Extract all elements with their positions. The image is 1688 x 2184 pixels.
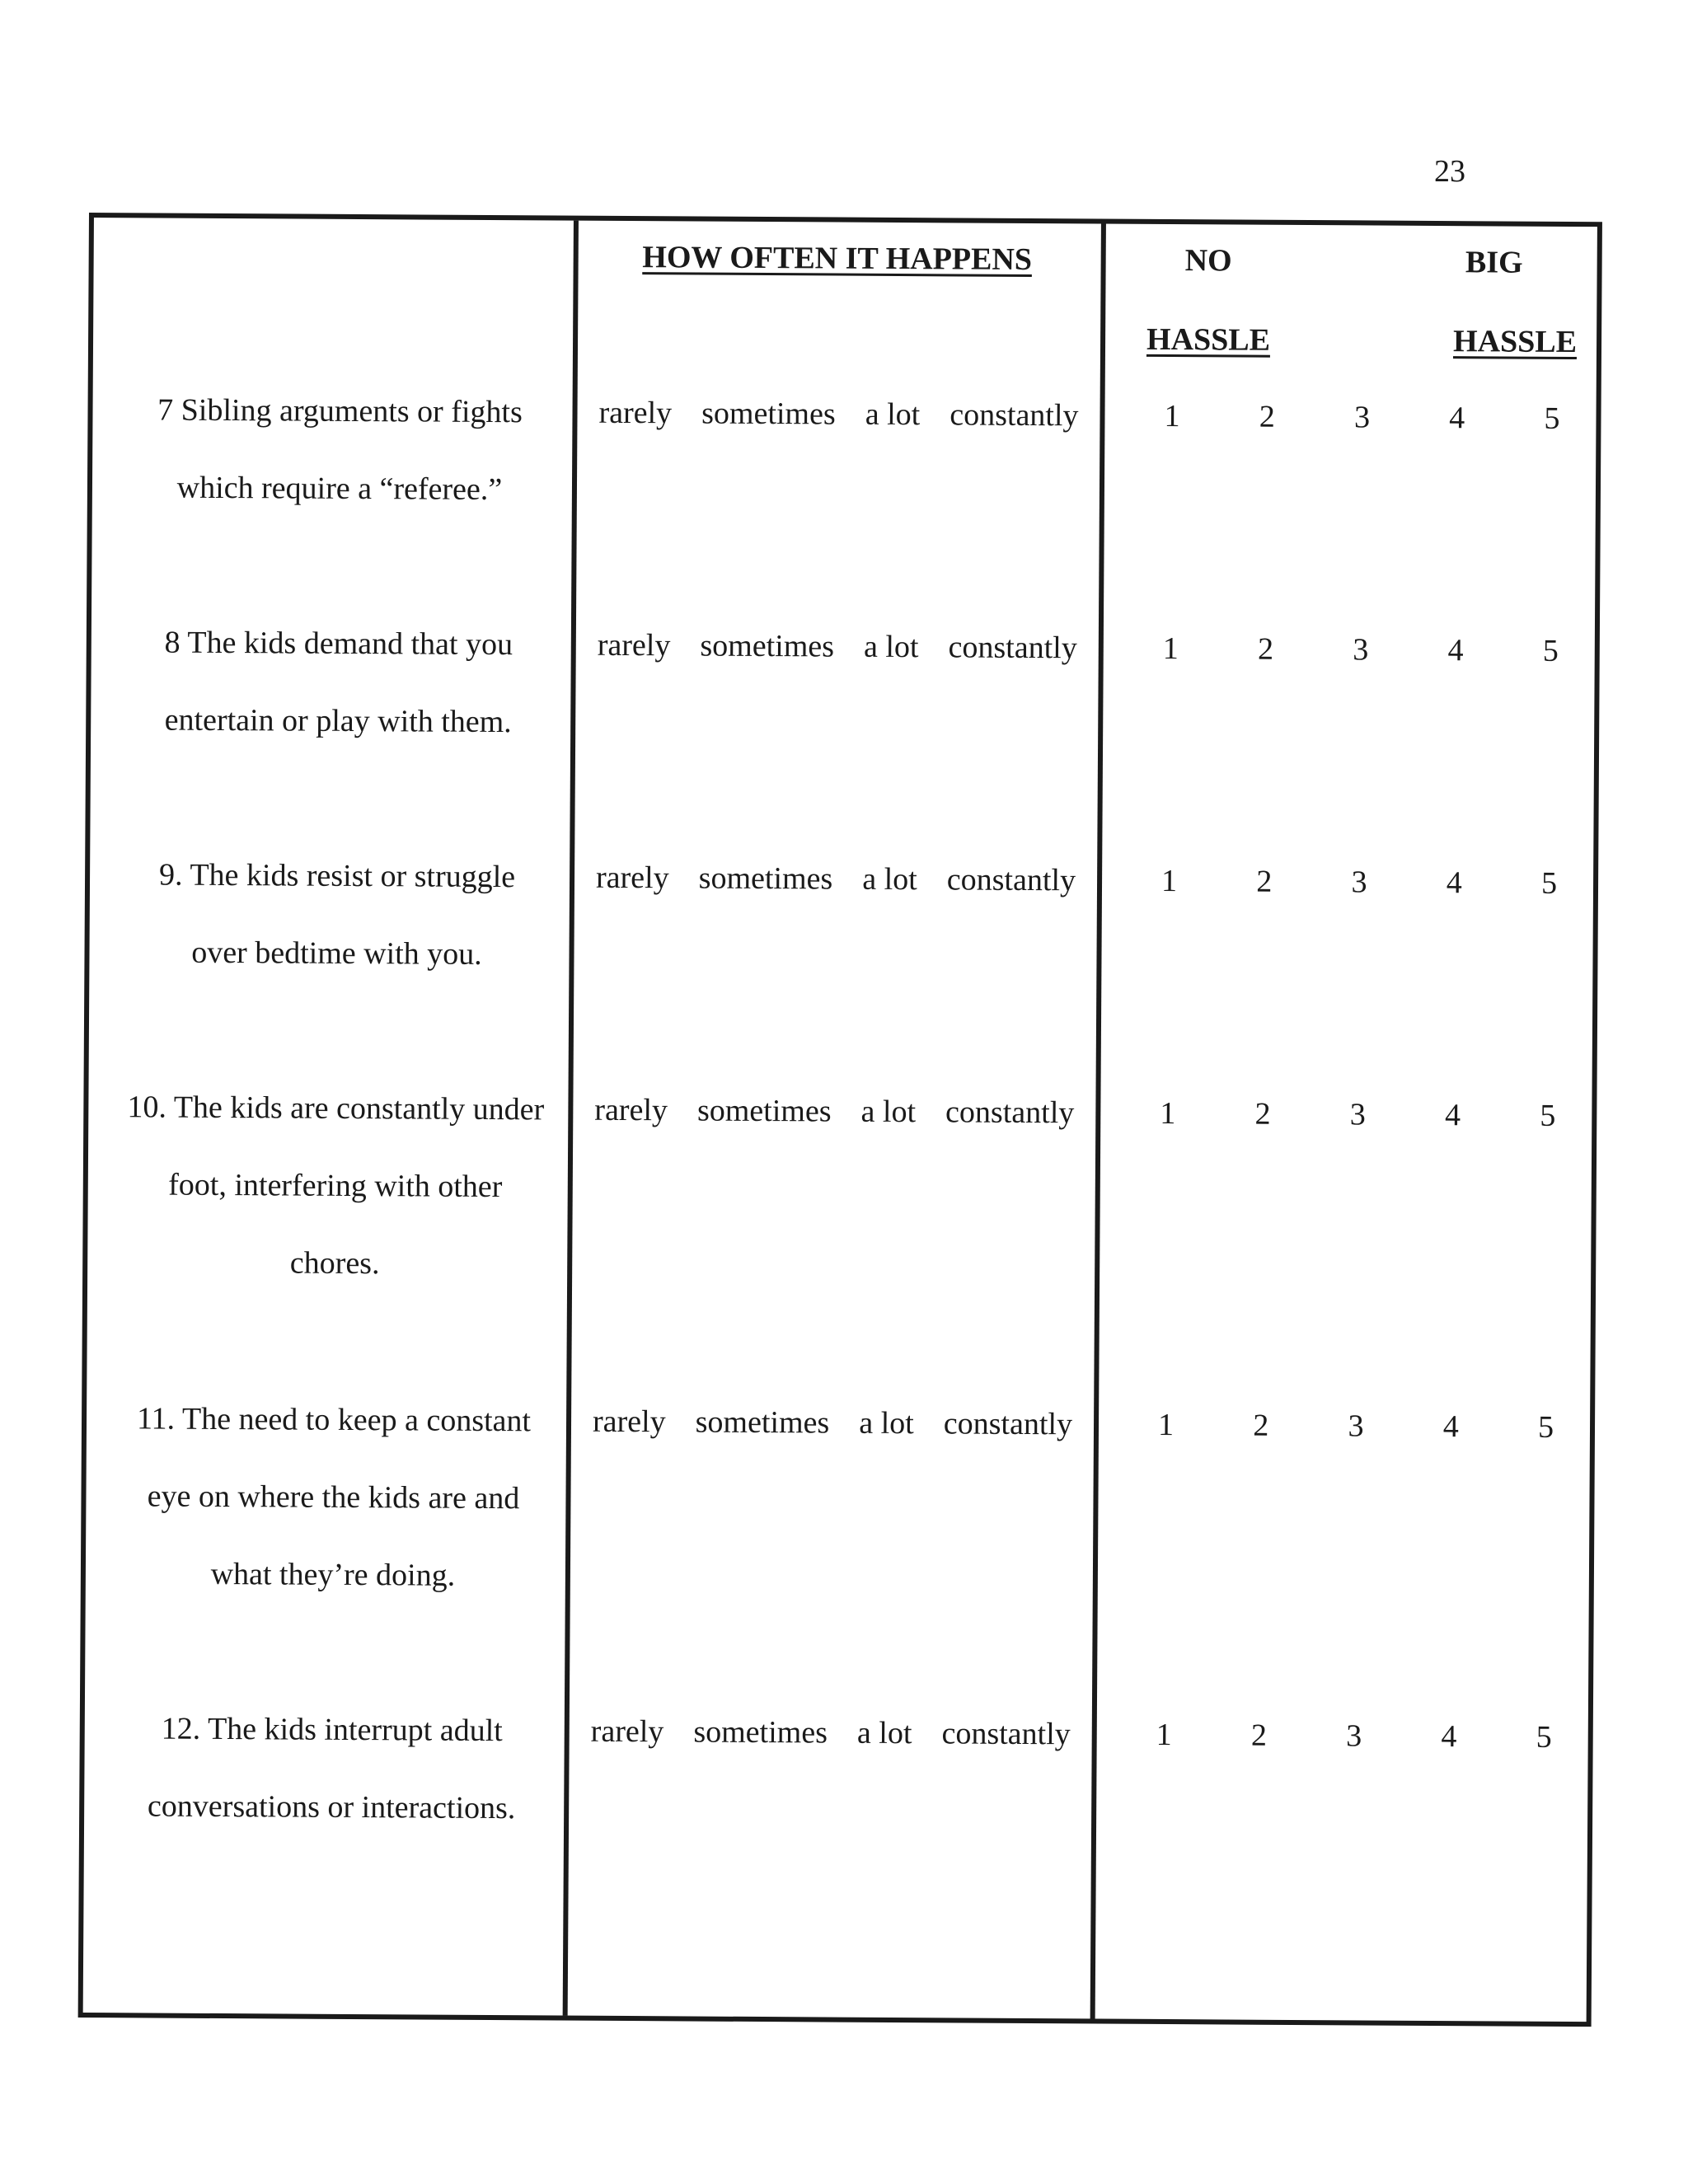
rating-2[interactable]: 2 — [1254, 1096, 1271, 1132]
item-line: foot, interfering with other — [168, 1167, 503, 1205]
item-line: conversations or interactions. — [147, 1788, 516, 1826]
rating-column-header — [1105, 242, 1602, 377]
rating-low-label-top: NO — [1184, 243, 1232, 279]
rating-1[interactable]: 1 — [1160, 1095, 1176, 1132]
frequency-options — [586, 607, 1090, 687]
rating-high-label-top: BIG — [1465, 245, 1523, 280]
item-line: eye on where the kids are and — [147, 1479, 520, 1516]
rating-5[interactable]: 5 — [1536, 1719, 1552, 1755]
hassle-rating-table — [78, 213, 1602, 2027]
rating-2[interactable]: 2 — [1257, 631, 1274, 667]
option-rarely[interactable]: rarely — [595, 860, 669, 896]
option-constantly[interactable]: constantly — [945, 1094, 1075, 1131]
rating-high-label-bottom: HASSLE — [1452, 324, 1578, 360]
option-sometimes[interactable]: sometimes — [695, 1404, 830, 1441]
rating-1[interactable]: 1 — [1156, 1717, 1172, 1753]
rating-1[interactable]: 1 — [1157, 1407, 1175, 1443]
frequency-options — [587, 374, 1090, 455]
frequency-options — [579, 1693, 1082, 1774]
rating-5[interactable]: 5 — [1537, 1409, 1554, 1445]
option-rarely[interactable]: rarely — [598, 395, 673, 431]
option-rarely[interactable]: rarely — [597, 627, 671, 663]
option-constantly[interactable]: constantly — [948, 630, 1077, 666]
rating-3[interactable]: 3 — [1346, 1718, 1362, 1754]
item-text — [115, 603, 561, 761]
item-line: over bedtime with you. — [191, 935, 482, 972]
option-sometimes[interactable]: sometimes — [701, 396, 836, 432]
item-line: which require a “referee.” — [176, 470, 503, 508]
frequency-options — [581, 1383, 1085, 1464]
rating-3[interactable]: 3 — [1349, 1097, 1366, 1132]
rating-2[interactable]: 2 — [1253, 1408, 1269, 1443]
option-rarely[interactable]: rarely — [594, 1092, 668, 1128]
rating-options — [1164, 377, 1560, 457]
frequency-column-header: HOW OFTEN IT HAPPENS — [642, 240, 1033, 277]
item-row-12 — [85, 1690, 1588, 1826]
rating-1[interactable]: 1 — [1160, 863, 1178, 899]
rating-4[interactable]: 4 — [1444, 1098, 1461, 1133]
item-line: 12. The kids interrupt adult — [161, 1711, 503, 1749]
rating-options — [1161, 842, 1558, 922]
rating-low-label-bottom: HASSLE — [1146, 321, 1271, 358]
column-divider-left — [563, 221, 579, 2016]
item-text — [110, 1380, 557, 1615]
rating-5[interactable]: 5 — [1540, 1098, 1556, 1133]
item-text — [114, 836, 560, 993]
frequency-options — [584, 839, 1088, 920]
item-row-11 — [87, 1380, 1590, 1593]
item-text — [117, 371, 563, 528]
item-row-10 — [89, 1068, 1592, 1282]
item-text — [112, 1068, 559, 1303]
rating-3[interactable]: 3 — [1351, 865, 1367, 900]
rating-4[interactable]: 4 — [1449, 401, 1465, 436]
page-number: 23 — [1434, 154, 1465, 189]
rating-1[interactable]: 1 — [1162, 630, 1179, 667]
option-a-lot[interactable]: a lot — [865, 396, 921, 433]
item-line: 7 Sibling arguments or fights — [157, 392, 523, 430]
item-line: chores. — [289, 1245, 380, 1282]
item-row-8 — [91, 603, 1595, 740]
option-a-lot[interactable]: a lot — [859, 1405, 914, 1441]
rating-4[interactable]: 4 — [1441, 1719, 1457, 1755]
rating-2[interactable]: 2 — [1259, 399, 1275, 434]
rating-3[interactable]: 3 — [1348, 1408, 1364, 1444]
rating-5[interactable]: 5 — [1542, 633, 1559, 668]
item-line: what they’re doing. — [210, 1556, 456, 1593]
rating-4[interactable]: 4 — [1446, 865, 1462, 901]
item-line: 10. The kids are constantly under — [127, 1090, 545, 1127]
rating-2[interactable]: 2 — [1256, 864, 1273, 899]
option-constantly[interactable]: constantly — [946, 862, 1076, 898]
option-constantly[interactable]: constantly — [950, 397, 1079, 434]
option-constantly[interactable]: constantly — [941, 1716, 1071, 1752]
option-sometimes[interactable]: sometimes — [696, 1093, 832, 1129]
rating-options — [1163, 610, 1559, 690]
rating-4[interactable]: 4 — [1447, 633, 1464, 668]
rating-options — [1156, 1696, 1552, 1776]
option-rarely[interactable]: rarely — [590, 1713, 664, 1750]
rating-5[interactable]: 5 — [1540, 865, 1558, 901]
rating-3[interactable]: 3 — [1353, 632, 1369, 668]
item-line: 11. The need to keep a constant — [136, 1401, 532, 1439]
option-a-lot[interactable]: a lot — [856, 1715, 912, 1751]
option-a-lot[interactable]: a lot — [863, 629, 919, 665]
rating-options — [1158, 1386, 1554, 1466]
column-divider-right — [1090, 224, 1106, 2019]
rating-1[interactable]: 1 — [1164, 398, 1180, 434]
item-line: 9. The kids resist or struggle — [158, 857, 516, 895]
rating-2[interactable]: 2 — [1250, 1718, 1268, 1753]
rating-options — [1160, 1075, 1556, 1155]
item-text — [109, 1690, 555, 1847]
frequency-options — [583, 1071, 1086, 1152]
option-sometimes[interactable]: sometimes — [700, 628, 835, 664]
option-sometimes[interactable]: sometimes — [698, 860, 833, 897]
rating-4[interactable]: 4 — [1442, 1409, 1459, 1445]
option-constantly[interactable]: constantly — [943, 1406, 1073, 1442]
option-a-lot[interactable]: a lot — [862, 861, 917, 898]
option-rarely[interactable]: rarely — [592, 1404, 666, 1440]
item-line: 8 The kids demand that you — [164, 625, 513, 663]
option-a-lot[interactable]: a lot — [860, 1094, 917, 1130]
item-row-9 — [90, 836, 1593, 972]
item-line: entertain or play with them. — [164, 702, 512, 740]
option-sometimes[interactable]: sometimes — [693, 1714, 828, 1750]
rating-3[interactable]: 3 — [1353, 400, 1371, 435]
rating-5[interactable]: 5 — [1544, 401, 1560, 436]
